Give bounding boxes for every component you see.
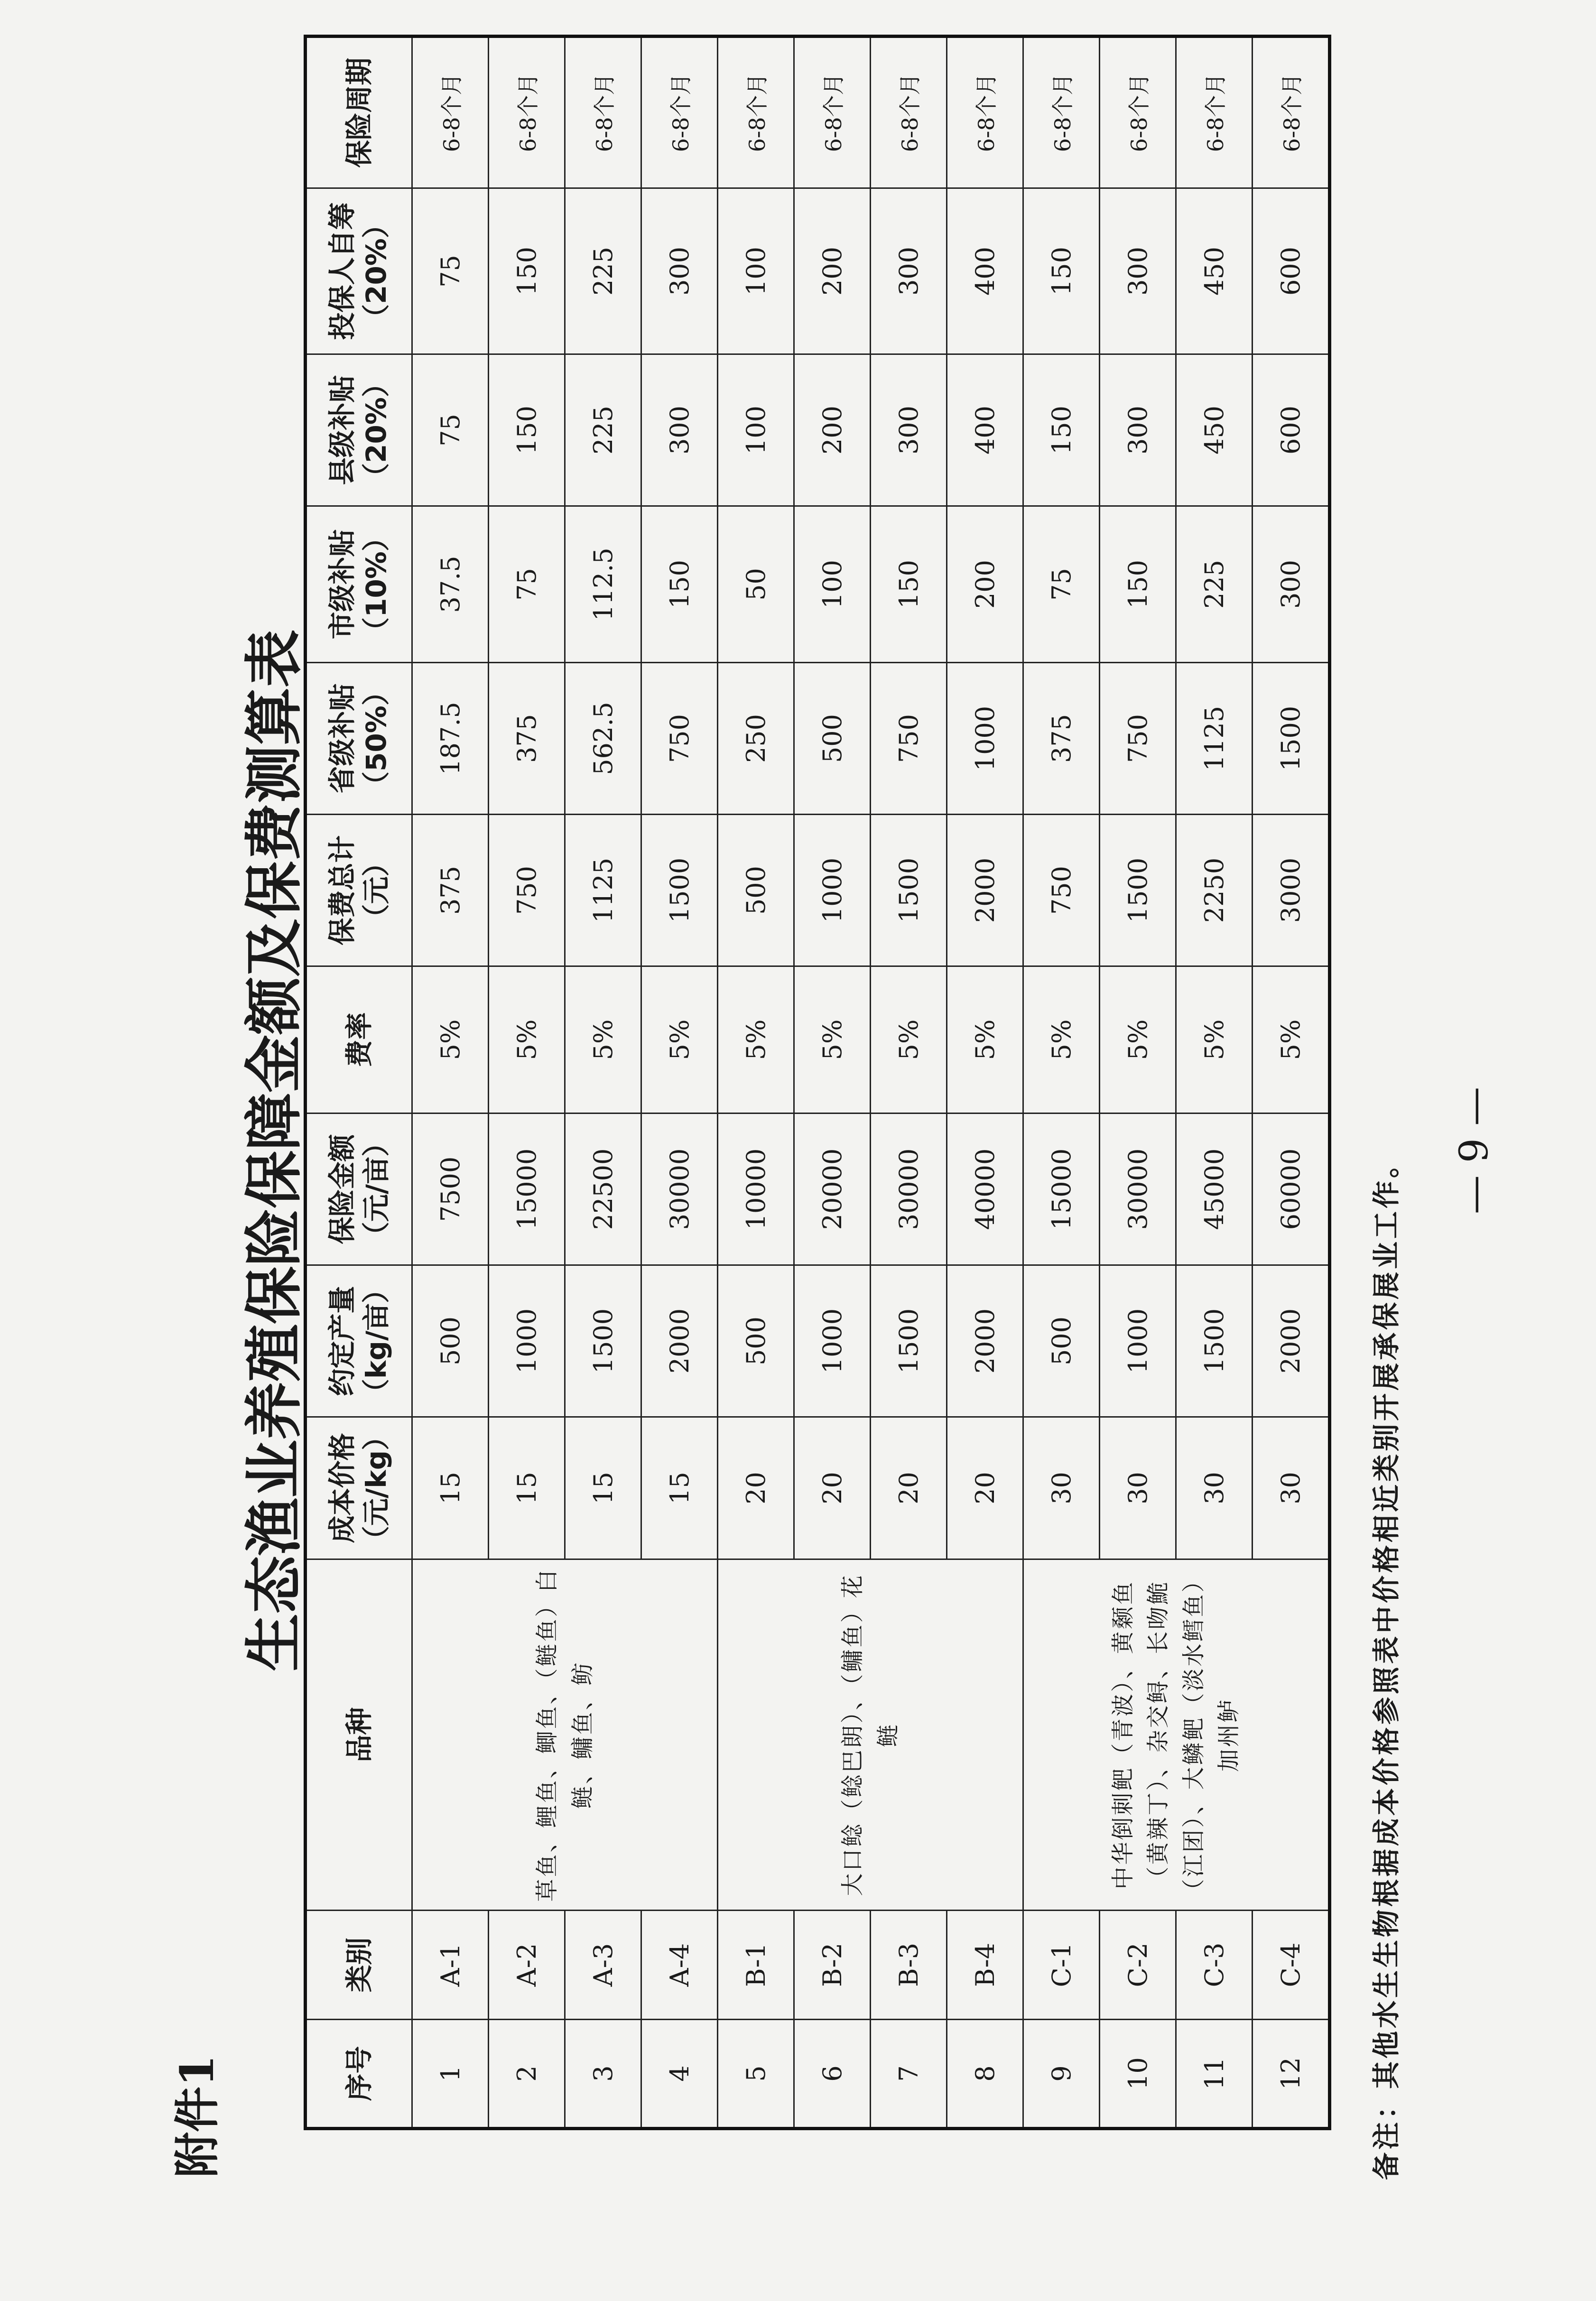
rate-cell: 5% [489, 966, 565, 1113]
county-subsidy-cell: 150 [489, 354, 565, 506]
insured-amount-cell: 22500 [565, 1113, 641, 1265]
city-subsidy-cell: 100 [794, 506, 871, 663]
total-premium-cell: 2000 [947, 815, 1023, 966]
category-cell: A-1 [412, 1911, 489, 2020]
city-subsidy-cell: 300 [1253, 506, 1330, 663]
cost-price-cell: 15 [565, 1417, 641, 1559]
total-premium-cell: 1500 [1100, 815, 1176, 966]
table-row [718, 37, 794, 2129]
seq-cell: 1 [412, 2020, 489, 2129]
header-category: 类别 [306, 1911, 412, 2020]
total-premium-cell: 750 [489, 815, 565, 966]
county-subsidy-cell: 600 [1253, 354, 1330, 506]
self-funded-cell: 150 [489, 188, 565, 354]
period-cell: 6-8个月 [794, 37, 871, 188]
category-cell: B-1 [718, 1911, 794, 2020]
category-cell: A-2 [489, 1911, 565, 2020]
period-cell: 6-8个月 [489, 37, 565, 188]
self-funded-cell: 75 [412, 188, 489, 354]
seq-cell: 4 [641, 2020, 718, 2129]
self-funded-cell: 600 [1253, 188, 1330, 354]
cost-price-cell: 15 [641, 1417, 718, 1559]
agreed-output-cell: 1500 [871, 1265, 947, 1417]
self-funded-cell: 400 [947, 188, 1023, 354]
category-cell: A-3 [565, 1911, 641, 2020]
page-number: — 9 — [1452, 1086, 1497, 1215]
seq-cell: 10 [1100, 2020, 1176, 2129]
header-city-subsidy: 市级补贴（10%） [306, 506, 412, 663]
insured-amount-cell: 10000 [718, 1113, 794, 1265]
variety-cell: 草鱼、鲤鱼、鲫鱼、（鲢鱼）白鲢、鳙鱼、鲂 [412, 1559, 718, 1911]
provincial-subsidy-cell: 1500 [1253, 663, 1330, 815]
provincial-subsidy-cell: 750 [871, 663, 947, 815]
provincial-subsidy-cell: 375 [489, 663, 565, 815]
rate-cell: 5% [1253, 966, 1330, 1113]
category-cell: B-2 [794, 1911, 871, 2020]
seq-cell: 7 [871, 2020, 947, 2129]
county-subsidy-cell: 200 [794, 354, 871, 506]
provincial-subsidy-cell: 250 [718, 663, 794, 815]
total-premium-cell: 750 [1023, 815, 1100, 966]
category-cell: C-4 [1253, 1911, 1330, 2020]
category-cell: C-1 [1023, 1911, 1100, 2020]
cost-price-cell: 15 [412, 1417, 489, 1559]
agreed-output-cell: 2000 [1253, 1265, 1330, 1417]
seq-cell: 5 [718, 2020, 794, 2129]
insured-amount-cell: 15000 [489, 1113, 565, 1265]
city-subsidy-cell: 225 [1176, 506, 1253, 663]
footnote: 备注：其他水生生物根据成本价格参照表中价格相近类别开展承保展业工作。 [1370, 1147, 1402, 2180]
period-cell: 6-8个月 [1100, 37, 1176, 188]
period-cell: 6-8个月 [947, 37, 1023, 188]
provincial-subsidy-cell: 1125 [1176, 663, 1253, 815]
header-county-subsidy: 县级补贴（20%） [306, 354, 412, 506]
cost-price-cell: 20 [794, 1417, 871, 1559]
cost-price-cell: 20 [718, 1417, 794, 1559]
period-cell: 6-8个月 [718, 37, 794, 188]
category-cell: A-4 [641, 1911, 718, 2020]
header-rate: 费率 [306, 966, 412, 1113]
cost-price-cell: 20 [871, 1417, 947, 1559]
insured-amount-cell: 45000 [1176, 1113, 1253, 1265]
header-seq: 序号 [306, 2020, 412, 2129]
period-cell: 6-8个月 [412, 37, 489, 188]
category-cell: B-4 [947, 1911, 1023, 2020]
period-cell: 6-8个月 [1253, 37, 1330, 188]
rate-cell: 5% [641, 966, 718, 1113]
period-cell: 6-8个月 [641, 37, 718, 188]
premium-table [304, 35, 1331, 2130]
agreed-output-cell: 500 [1023, 1265, 1100, 1417]
header-cost-price: 成本价格（元/kg） [306, 1417, 412, 1559]
variety-cell: 中华倒刺鲃（青波）、黄颡鱼（黄辣丁）、杂交鲟、长吻鮠（江团）、大鳞鲃（淡水鳕鱼）加州鲈 [1023, 1559, 1330, 1911]
table-row [412, 37, 489, 2129]
total-premium-cell: 3000 [1253, 815, 1330, 966]
county-subsidy-cell: 150 [1023, 354, 1100, 506]
total-premium-cell: 1000 [794, 815, 871, 966]
page-title: 生态渔业养殖保险保障金额及保费测算表 [241, 630, 308, 1671]
self-funded-cell: 300 [641, 188, 718, 354]
cost-price-cell: 15 [489, 1417, 565, 1559]
insured-amount-cell: 30000 [641, 1113, 718, 1265]
header-provincial-subsidy: 省级补贴（50%） [306, 663, 412, 815]
header-variety: 品种 [306, 1559, 412, 1911]
provincial-subsidy-cell: 750 [641, 663, 718, 815]
self-funded-cell: 200 [794, 188, 871, 354]
period-cell: 6-8个月 [871, 37, 947, 188]
agreed-output-cell: 2000 [641, 1265, 718, 1417]
rate-cell: 5% [947, 966, 1023, 1113]
insured-amount-cell: 15000 [1023, 1113, 1100, 1265]
total-premium-cell: 1500 [871, 815, 947, 966]
period-cell: 6-8个月 [565, 37, 641, 188]
table-body [412, 37, 1330, 2129]
period-cell: 6-8个月 [1023, 37, 1100, 188]
insured-amount-cell: 60000 [1253, 1113, 1330, 1265]
rate-cell: 5% [412, 966, 489, 1113]
header-self-funded: 投保人自筹（20%） [306, 188, 412, 354]
provincial-subsidy-cell: 1000 [947, 663, 1023, 815]
seq-cell: 11 [1176, 2020, 1253, 2129]
header-period: 保险周期 [306, 37, 412, 188]
agreed-output-cell: 2000 [947, 1265, 1023, 1417]
seq-cell: 12 [1253, 2020, 1330, 2129]
insured-amount-cell: 7500 [412, 1113, 489, 1265]
rate-cell: 5% [565, 966, 641, 1113]
city-subsidy-cell: 75 [1023, 506, 1100, 663]
table-row [1023, 37, 1100, 2129]
agreed-output-cell: 1000 [794, 1265, 871, 1417]
county-subsidy-cell: 450 [1176, 354, 1253, 506]
self-funded-cell: 150 [1023, 188, 1100, 354]
city-subsidy-cell: 200 [947, 506, 1023, 663]
insured-amount-cell: 30000 [1100, 1113, 1176, 1265]
variety-cell: 大口鲶（鲶巴朗）、（鳙鱼）花鲢 [718, 1559, 1023, 1911]
rate-cell: 5% [718, 966, 794, 1113]
rate-cell: 5% [1100, 966, 1176, 1113]
seq-cell: 3 [565, 2020, 641, 2129]
insured-amount-cell: 30000 [871, 1113, 947, 1265]
category-cell: C-3 [1176, 1911, 1253, 2020]
agreed-output-cell: 1500 [565, 1265, 641, 1417]
rate-cell: 5% [1176, 966, 1253, 1113]
attachment-label: 附件1 [170, 2055, 224, 2178]
agreed-output-cell: 1500 [1176, 1265, 1253, 1417]
rate-cell: 5% [1023, 966, 1100, 1113]
county-subsidy-cell: 300 [1100, 354, 1176, 506]
city-subsidy-cell: 37.5 [412, 506, 489, 663]
insured-amount-cell: 20000 [794, 1113, 871, 1265]
cost-price-cell: 30 [1253, 1417, 1330, 1559]
period-cell: 6-8个月 [1176, 37, 1253, 188]
cost-price-cell: 30 [1023, 1417, 1100, 1559]
self-funded-cell: 225 [565, 188, 641, 354]
category-cell: B-3 [871, 1911, 947, 2020]
total-premium-cell: 1125 [565, 815, 641, 966]
total-premium-cell: 375 [412, 815, 489, 966]
county-subsidy-cell: 100 [718, 354, 794, 506]
county-subsidy-cell: 300 [641, 354, 718, 506]
city-subsidy-cell: 150 [641, 506, 718, 663]
seq-cell: 9 [1023, 2020, 1100, 2129]
total-premium-cell: 500 [718, 815, 794, 966]
seq-cell: 6 [794, 2020, 871, 2129]
agreed-output-cell: 500 [718, 1265, 794, 1417]
self-funded-cell: 300 [871, 188, 947, 354]
cost-price-cell: 30 [1176, 1417, 1253, 1559]
county-subsidy-cell: 300 [871, 354, 947, 506]
header-total-premium: 保费总计（元） [306, 815, 412, 966]
city-subsidy-cell: 150 [1100, 506, 1176, 663]
rate-cell: 5% [871, 966, 947, 1113]
county-subsidy-cell: 75 [412, 354, 489, 506]
seq-cell: 8 [947, 2020, 1023, 2129]
county-subsidy-cell: 225 [565, 354, 641, 506]
provincial-subsidy-cell: 375 [1023, 663, 1100, 815]
city-subsidy-cell: 75 [489, 506, 565, 663]
total-premium-cell: 2250 [1176, 815, 1253, 966]
agreed-output-cell: 1000 [489, 1265, 565, 1417]
total-premium-cell: 1500 [641, 815, 718, 966]
city-subsidy-cell: 150 [871, 506, 947, 663]
city-subsidy-cell: 112.5 [565, 506, 641, 663]
header-agreed-output: 约定产量（kg/亩） [306, 1265, 412, 1417]
rate-cell: 5% [794, 966, 871, 1113]
agreed-output-cell: 1000 [1100, 1265, 1176, 1417]
category-cell: C-2 [1100, 1911, 1176, 2020]
county-subsidy-cell: 400 [947, 354, 1023, 506]
agreed-output-cell: 500 [412, 1265, 489, 1417]
self-funded-cell: 300 [1100, 188, 1176, 354]
provincial-subsidy-cell: 562.5 [565, 663, 641, 815]
header-insured-amount: 保险金额（元/亩） [306, 1113, 412, 1265]
insured-amount-cell: 40000 [947, 1113, 1023, 1265]
cost-price-cell: 30 [1100, 1417, 1176, 1559]
provincial-subsidy-cell: 187.5 [412, 663, 489, 815]
provincial-subsidy-cell: 750 [1100, 663, 1176, 815]
seq-cell: 2 [489, 2020, 565, 2129]
self-funded-cell: 450 [1176, 188, 1253, 354]
provincial-subsidy-cell: 500 [794, 663, 871, 815]
city-subsidy-cell: 50 [718, 506, 794, 663]
cost-price-cell: 20 [947, 1417, 1023, 1559]
header-row [306, 37, 412, 2129]
self-funded-cell: 100 [718, 188, 794, 354]
